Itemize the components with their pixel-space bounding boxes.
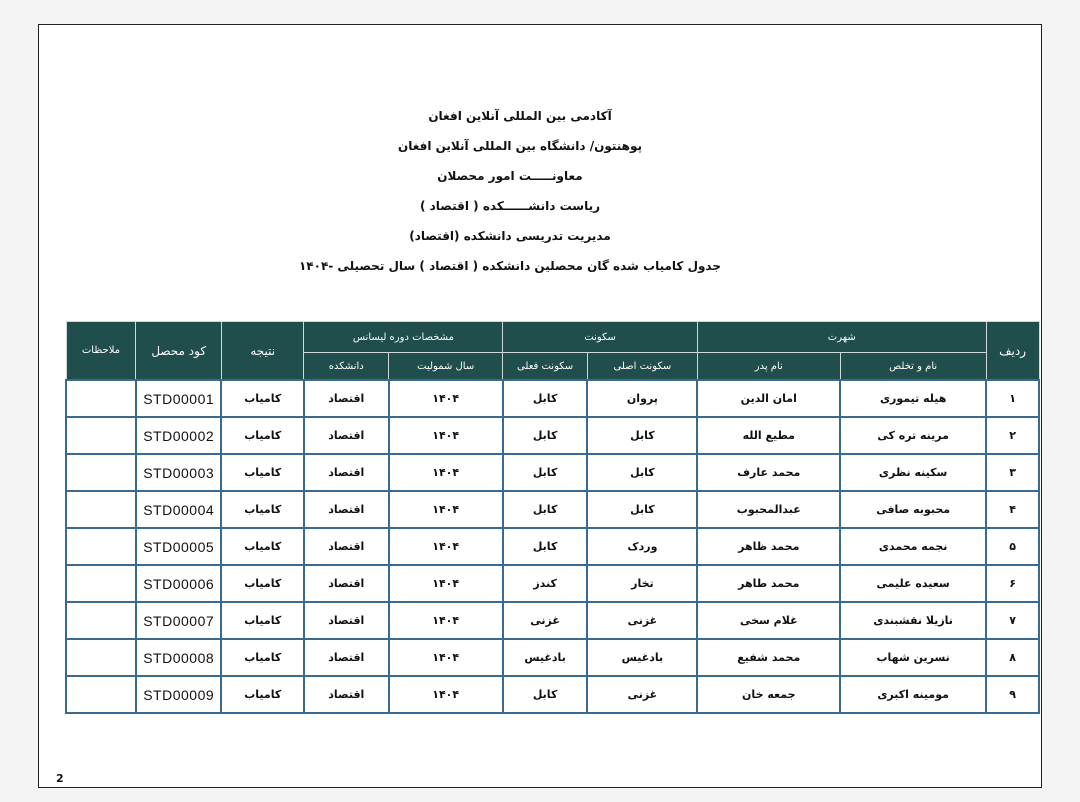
- cell-faculty: اقتصاد: [304, 528, 389, 565]
- col-result: نتیجه: [221, 322, 303, 381]
- col-group-residence: سکونت: [503, 322, 698, 353]
- cell-code: STD00007: [136, 602, 222, 639]
- cell-radif: ۴: [986, 491, 1039, 528]
- table-row: [66, 602, 1039, 639]
- cell-result: کامیاب: [221, 454, 303, 491]
- cell-name: هیله تیموری: [840, 380, 986, 417]
- cell-current-residence: بادغیس: [503, 639, 588, 676]
- cell-code: STD00009: [136, 676, 222, 713]
- cell-father: محمد ظاهر: [697, 528, 840, 565]
- cell-radif: ۵: [986, 528, 1039, 565]
- cell-father: محمد طاهر: [697, 565, 840, 602]
- cell-name: نسرین شهاب: [840, 639, 986, 676]
- col-faculty: دانشکده: [304, 353, 389, 381]
- cell-result: کامیاب: [221, 380, 303, 417]
- cell-faculty: اقتصاد: [304, 565, 389, 602]
- cell-radif: ۸: [986, 639, 1039, 676]
- header-line-university: پوهنتون/ دانشگاه بین المللی آنلاین افغان: [397, 139, 643, 153]
- page-number: 2: [56, 772, 64, 785]
- table-row: [66, 565, 1039, 602]
- col-code: کود محصل: [136, 322, 222, 381]
- cell-year: ۱۴۰۴: [389, 676, 503, 713]
- cell-faculty: اقتصاد: [304, 380, 389, 417]
- cell-current-residence: کابل: [503, 676, 588, 713]
- col-original-residence: سکونت اصلی: [587, 353, 697, 381]
- cell-year: ۱۴۰۴: [389, 602, 503, 639]
- cell-year: ۱۴۰۴: [389, 528, 503, 565]
- cell-name: مرینه تره کی: [840, 417, 986, 454]
- cell-notes: [66, 639, 136, 676]
- table-row: [66, 528, 1039, 565]
- cell-result: کامیاب: [221, 528, 303, 565]
- results-body: [66, 380, 1039, 713]
- document-header: [39, 105, 1041, 285]
- col-group-fame: شهرت: [697, 322, 986, 353]
- col-notes: ملاحظات: [66, 322, 136, 381]
- header-line-teaching-management: مدیریت تدریسی دانشکده (اقتصاد): [409, 229, 611, 243]
- col-father: نام پدر: [697, 353, 840, 381]
- cell-father: امان الدین: [697, 380, 840, 417]
- cell-year: ۱۴۰۴: [389, 565, 503, 602]
- cell-year: ۱۴۰۴: [389, 639, 503, 676]
- cell-radif: ۳: [986, 454, 1039, 491]
- cell-radif: ۶: [986, 565, 1039, 602]
- cell-radif: ۲: [986, 417, 1039, 454]
- cell-father: جمعه خان: [697, 676, 840, 713]
- cell-notes: [66, 602, 136, 639]
- cell-notes: [66, 454, 136, 491]
- cell-code: STD00002: [136, 417, 222, 454]
- cell-radif: ۱: [986, 380, 1039, 417]
- document-page: [38, 24, 1042, 788]
- cell-result: کامیاب: [221, 491, 303, 528]
- cell-result: کامیاب: [221, 676, 303, 713]
- cell-code: STD00001: [136, 380, 222, 417]
- cell-name: نجمه محمدی: [840, 528, 986, 565]
- cell-notes: [66, 676, 136, 713]
- cell-name: سکینه نظری: [840, 454, 986, 491]
- col-group-bachelor: مشخصات دوره لیسانس: [304, 322, 503, 353]
- cell-original-residence: غزنی: [587, 676, 697, 713]
- cell-code: STD00004: [136, 491, 222, 528]
- cell-original-residence: کابل: [587, 454, 697, 491]
- cell-year: ۱۴۰۴: [389, 417, 503, 454]
- cell-name: نازیلا نقشبندی: [840, 602, 986, 639]
- cell-father: مطیع الله: [697, 417, 840, 454]
- col-current-residence: سکونت فعلی: [503, 353, 588, 381]
- cell-code: STD00003: [136, 454, 222, 491]
- cell-current-residence: کابل: [503, 491, 588, 528]
- cell-current-residence: کندز: [503, 565, 588, 602]
- cell-original-residence: غزنی: [587, 602, 697, 639]
- cell-current-residence: کابل: [503, 528, 588, 565]
- cell-current-residence: کابل: [503, 454, 588, 491]
- cell-current-residence: غزنی: [503, 602, 588, 639]
- table-row: [66, 380, 1039, 417]
- cell-notes: [66, 380, 136, 417]
- cell-father: محمد شفیع: [697, 639, 840, 676]
- cell-original-residence: بادغیس: [587, 639, 697, 676]
- results-table: [65, 321, 1040, 714]
- cell-original-residence: تخار: [587, 565, 697, 602]
- cell-notes: [66, 528, 136, 565]
- cell-faculty: اقتصاد: [304, 676, 389, 713]
- cell-notes: [66, 565, 136, 602]
- table-row: [66, 417, 1039, 454]
- col-name: نام و تخلص: [840, 353, 986, 381]
- cell-faculty: اقتصاد: [304, 417, 389, 454]
- cell-father: غلام سخی: [697, 602, 840, 639]
- table-row: [66, 454, 1039, 491]
- header-line-deputy: معاونـــــت امور محصلان: [437, 169, 583, 183]
- cell-faculty: اقتصاد: [304, 639, 389, 676]
- header-line-academy: آکادمی بین المللی آنلاین افغان: [428, 109, 612, 123]
- header-line-faculty-presidency: ریاست دانشــــــکده ( اقتصاد ): [419, 199, 601, 213]
- cell-current-residence: کابل: [503, 380, 588, 417]
- table-row: [66, 491, 1039, 528]
- header-row-main: [66, 322, 1039, 353]
- cell-year: ۱۴۰۴: [389, 491, 503, 528]
- cell-original-residence: وردک: [587, 528, 697, 565]
- cell-father: محمد عارف: [697, 454, 840, 491]
- cell-code: STD00008: [136, 639, 222, 676]
- cell-faculty: اقتصاد: [304, 454, 389, 491]
- col-radif: ردیف: [986, 322, 1039, 381]
- cell-result: کامیاب: [221, 417, 303, 454]
- cell-result: کامیاب: [221, 602, 303, 639]
- cell-radif: ۹: [986, 676, 1039, 713]
- cell-code: STD00006: [136, 565, 222, 602]
- table-row: [66, 676, 1039, 713]
- cell-original-residence: کابل: [587, 417, 697, 454]
- cell-faculty: اقتصاد: [304, 491, 389, 528]
- col-year: سال شمولیت: [389, 353, 503, 381]
- header-line-table-title: جدول کامیاب شده گان محصلین دانشکده ( اقتصاد ) سال تحصیلی -۱۴۰۴: [298, 259, 722, 273]
- cell-faculty: اقتصاد: [304, 602, 389, 639]
- cell-original-residence: کابل: [587, 491, 697, 528]
- cell-name: مومینه اکبری: [840, 676, 986, 713]
- cell-father: عبدالمحبوب: [697, 491, 840, 528]
- cell-code: STD00005: [136, 528, 222, 565]
- cell-radif: ۷: [986, 602, 1039, 639]
- cell-year: ۱۴۰۴: [389, 454, 503, 491]
- cell-name: محبوبه صافی: [840, 491, 986, 528]
- cell-current-residence: کابل: [503, 417, 588, 454]
- cell-result: کامیاب: [221, 639, 303, 676]
- cell-result: کامیاب: [221, 565, 303, 602]
- cell-year: ۱۴۰۴: [389, 380, 503, 417]
- table-row: [66, 639, 1039, 676]
- cell-notes: [66, 417, 136, 454]
- cell-original-residence: پروان: [587, 380, 697, 417]
- cell-name: سعیده علیمی: [840, 565, 986, 602]
- cell-notes: [66, 491, 136, 528]
